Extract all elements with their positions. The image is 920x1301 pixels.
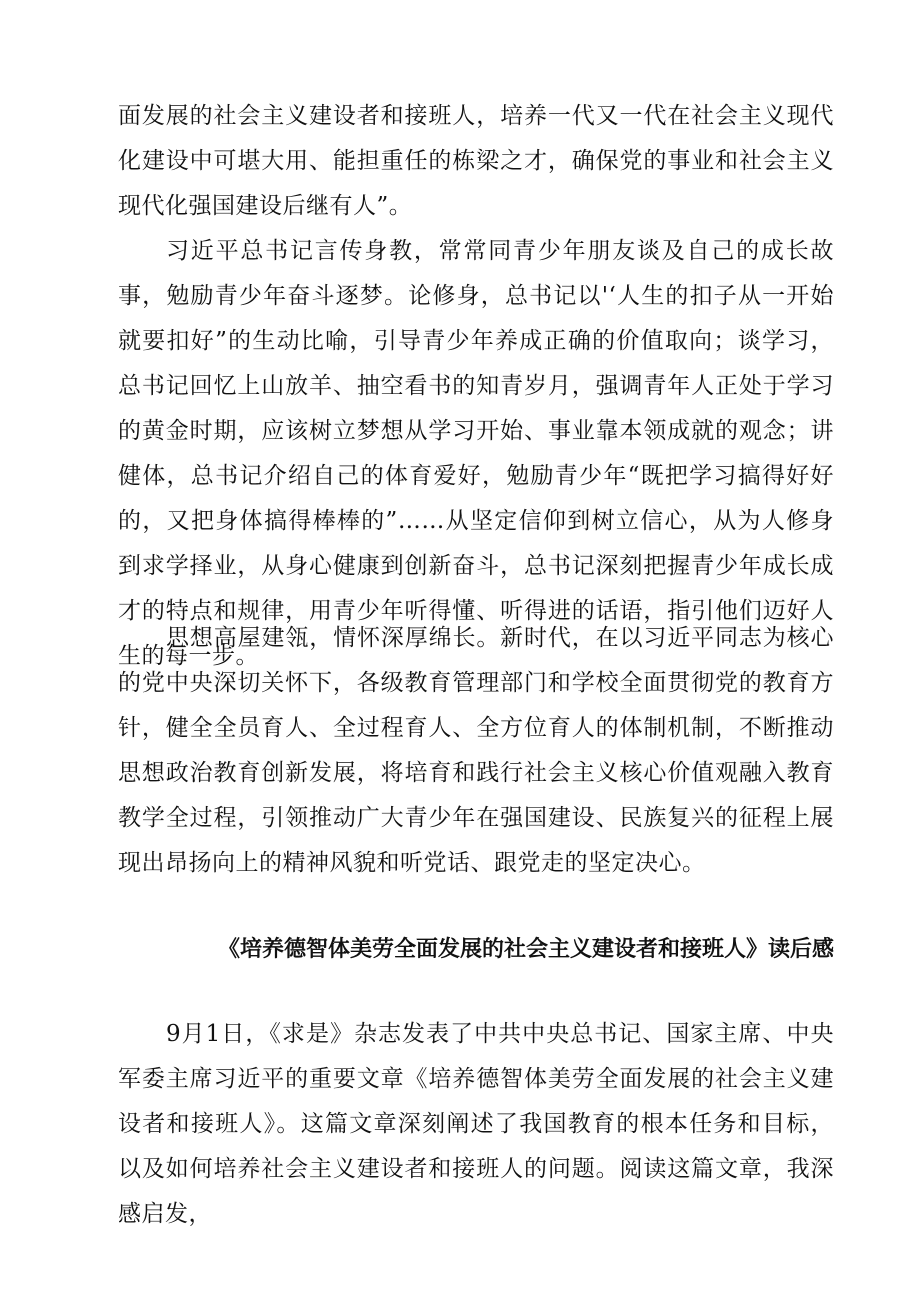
paragraph-continuation: 面发展的社会主义建设者和接班人，培养一代又一代在社会主义现代化建设中可堪大用、能担重任的栋梁之才，确保党的事业和社会主义现代化强国建设后继有人”。 — [118, 103, 834, 219]
section-heading: 《培养德智体美劳全面发展的社会主义建设者和接班人》读后感 — [217, 937, 834, 962]
paragraph-new-era: 思想高屋建瓴，情怀深厚绵长。新时代，在以习近平同志为核心的党中央深切关怀下，各级教育管理部门和学校全面贯彻党的教育方针，健全全员育人、全过程育人、全方位育人的体制机制，不断推动思想政治教育创新发展，将培育和践行社会主义核心价值观融入教育教学全过程，引领推动广大青少年在强国建设、民族复兴的征程上展现出昂扬向上的精神风貌和听党话、跟党走的坚定决心。 — [118, 625, 834, 876]
paragraph-growth-stories: 习近平总书记言传身教，常常同青少年朋友谈及自己的成长故事，勉励青少年奋斗逐梦。论修身，总书记以'‘人生的扣子从一开始就要扣好”的生动比喻，引导青少年养成正确的价值取向；谈学习，总书记回忆上山放羊、抽空看书的知青岁月，强调青年人正处于学习的黄金时期，应该树立梦想从学习开始、事业靠本领成就的观念；讲健体，总书记介绍自己的体育爱好，勉励青少年“既把学习搞得好好的，又把身体搞得棒棒的”……从坚定信仰到树立信心，从为人修身到求学择业，从身心健康到创新奋斗，总书记深刻把握青少年成长成才的特点和规律，用青少年听得懂、听得进的话语，指引他们迈好人生的每一步。 — [118, 238, 834, 669]
paragraph-intro-review: 9月1日，《求是》杂志发表了中共中央总书记、国家主席、中央军委主席习近平的重要文章《培养德智体美劳全面发展的社会主义建设者和接班人》。这篇文章深刻阐述了我国教育的根本任务和目标，以及如何培养社会主义建设者和接班人的问题。阅读这篇文章，我深感启发， — [118, 1021, 834, 1227]
